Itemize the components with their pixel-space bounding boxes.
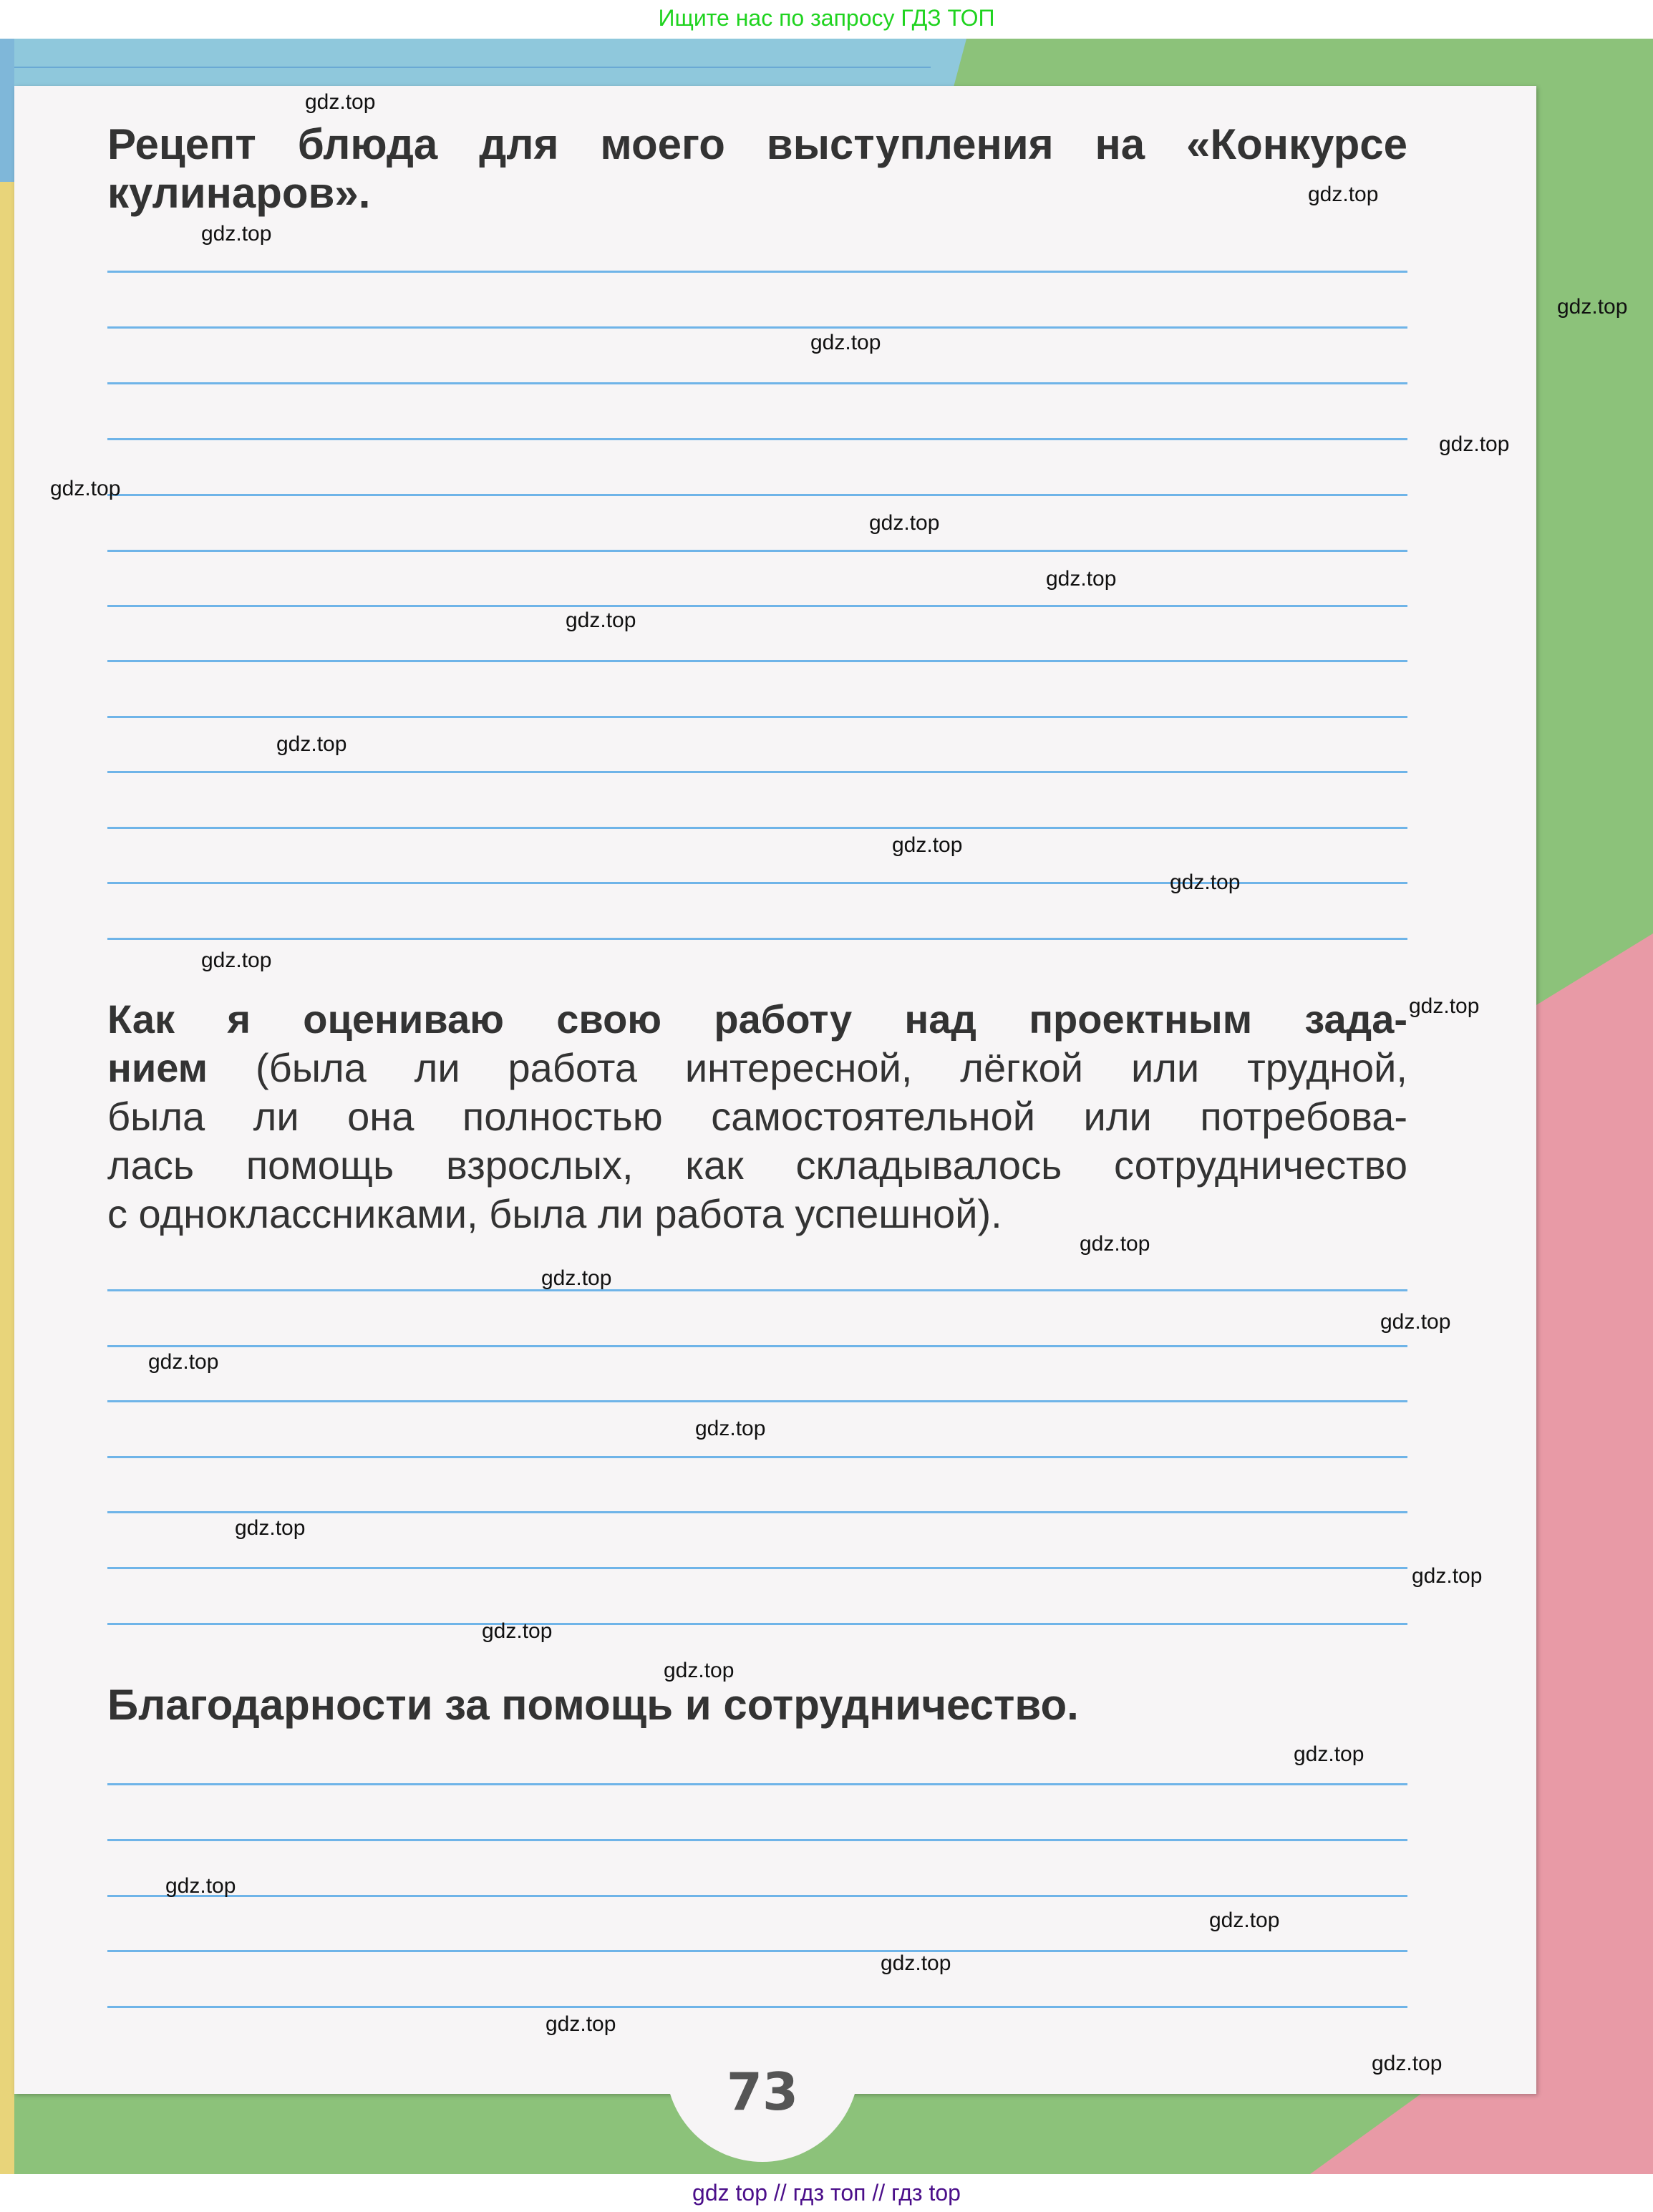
watermark: gdz.top xyxy=(1380,1310,1451,1334)
watermark: gdz.top xyxy=(1439,432,1510,456)
ruled-line[interactable] xyxy=(107,1456,1407,1458)
watermark: gdz.top xyxy=(201,949,272,972)
watermark: gdz.top xyxy=(1209,1908,1280,1932)
ruled-line[interactable] xyxy=(107,1345,1407,1347)
ruled-line[interactable] xyxy=(107,938,1407,940)
watermark: gdz.top xyxy=(305,90,376,114)
ruled-line[interactable] xyxy=(107,1783,1407,1785)
ruled-line[interactable] xyxy=(107,716,1407,718)
ruled-line[interactable] xyxy=(107,1950,1407,1952)
ruled-line[interactable] xyxy=(107,1895,1407,1897)
search-banner[interactable]: Ищите нас по запросу ГДЗ ТОП xyxy=(658,5,995,31)
ruled-line[interactable] xyxy=(107,605,1407,607)
watermark: gdz.top xyxy=(664,1659,735,1682)
prompt-bold-line2: нием xyxy=(107,1045,208,1090)
ruled-line[interactable] xyxy=(107,1839,1407,1841)
watermark: gdz.top xyxy=(541,1266,612,1290)
watermark: gdz.top xyxy=(1557,295,1628,319)
watermark: gdz.top xyxy=(276,732,347,756)
watermark: gdz.top xyxy=(1412,1564,1483,1588)
watermark: gdz.top xyxy=(1046,567,1117,591)
page-number: 73 xyxy=(726,2062,799,2122)
watermark: gdz.top xyxy=(1372,2052,1443,2075)
watermark: gdz.top xyxy=(566,608,636,632)
ruled-line[interactable] xyxy=(107,438,1407,440)
ruled-line[interactable] xyxy=(107,326,1407,329)
watermark: gdz.top xyxy=(1170,870,1241,894)
watermark: gdz.top xyxy=(1294,1742,1364,1766)
watermark: gdz.top xyxy=(165,1874,236,1898)
ruled-line[interactable] xyxy=(107,1289,1407,1291)
prompt-line2-text: (была ли работа интересной, лёгкой или трудной, xyxy=(208,1045,1407,1090)
watermark: gdz.top xyxy=(50,477,121,500)
ruled-line[interactable] xyxy=(107,382,1407,384)
watermark: gdz.top xyxy=(1308,183,1379,206)
recipe-heading-line2: кулинаров». xyxy=(107,169,371,217)
ruled-line[interactable] xyxy=(107,1567,1407,1569)
prompt-line4: лась помощь взрослых, как складывалось сотрудничество xyxy=(107,1143,1407,1188)
watermark: gdz.top xyxy=(1409,994,1480,1018)
watermark: gdz.top xyxy=(482,1619,553,1643)
self-assessment-prompt xyxy=(107,995,1407,1238)
watermark: gdz.top xyxy=(695,1417,766,1440)
ruled-line[interactable] xyxy=(107,1511,1407,1513)
watermark: gdz.top xyxy=(1080,1232,1150,1256)
ruled-line[interactable] xyxy=(107,1400,1407,1402)
prompt-line3: была ли она полностью самостоятельной или потребова- xyxy=(107,1094,1407,1139)
watermark: gdz.top xyxy=(881,1951,951,1975)
ruled-line[interactable] xyxy=(107,1623,1407,1625)
watermark: gdz.top xyxy=(201,222,272,246)
prompt-bold-line1: Как я оцениваю свою работу над проектным зада- xyxy=(107,996,1407,1042)
watermark: gdz.top xyxy=(148,1350,219,1374)
ruled-line[interactable] xyxy=(107,494,1407,496)
ruled-line[interactable] xyxy=(107,550,1407,552)
watermark: gdz.top xyxy=(810,331,881,354)
ruled-line[interactable] xyxy=(107,271,1407,273)
thanks-heading: Благодарности за помощь и сотрудничество. xyxy=(107,1681,1079,1729)
watermark: gdz.top xyxy=(869,511,940,535)
footer-links[interactable]: gdz top // гдз топ // гдз top xyxy=(692,2180,961,2206)
ruled-line[interactable] xyxy=(107,827,1407,829)
watermark: gdz.top xyxy=(546,2012,616,2036)
prompt-line5: с одноклассниками, была ли работа успешной). xyxy=(107,1191,1002,1236)
ruled-line[interactable] xyxy=(107,2006,1407,2008)
recipe-heading-line1: Рецепт блюда для моего выступления на «Конкурсе xyxy=(107,120,1407,168)
ruled-line[interactable] xyxy=(107,771,1407,773)
ruled-line[interactable] xyxy=(107,660,1407,662)
watermark: gdz.top xyxy=(892,833,963,857)
watermark: gdz.top xyxy=(235,1516,306,1540)
